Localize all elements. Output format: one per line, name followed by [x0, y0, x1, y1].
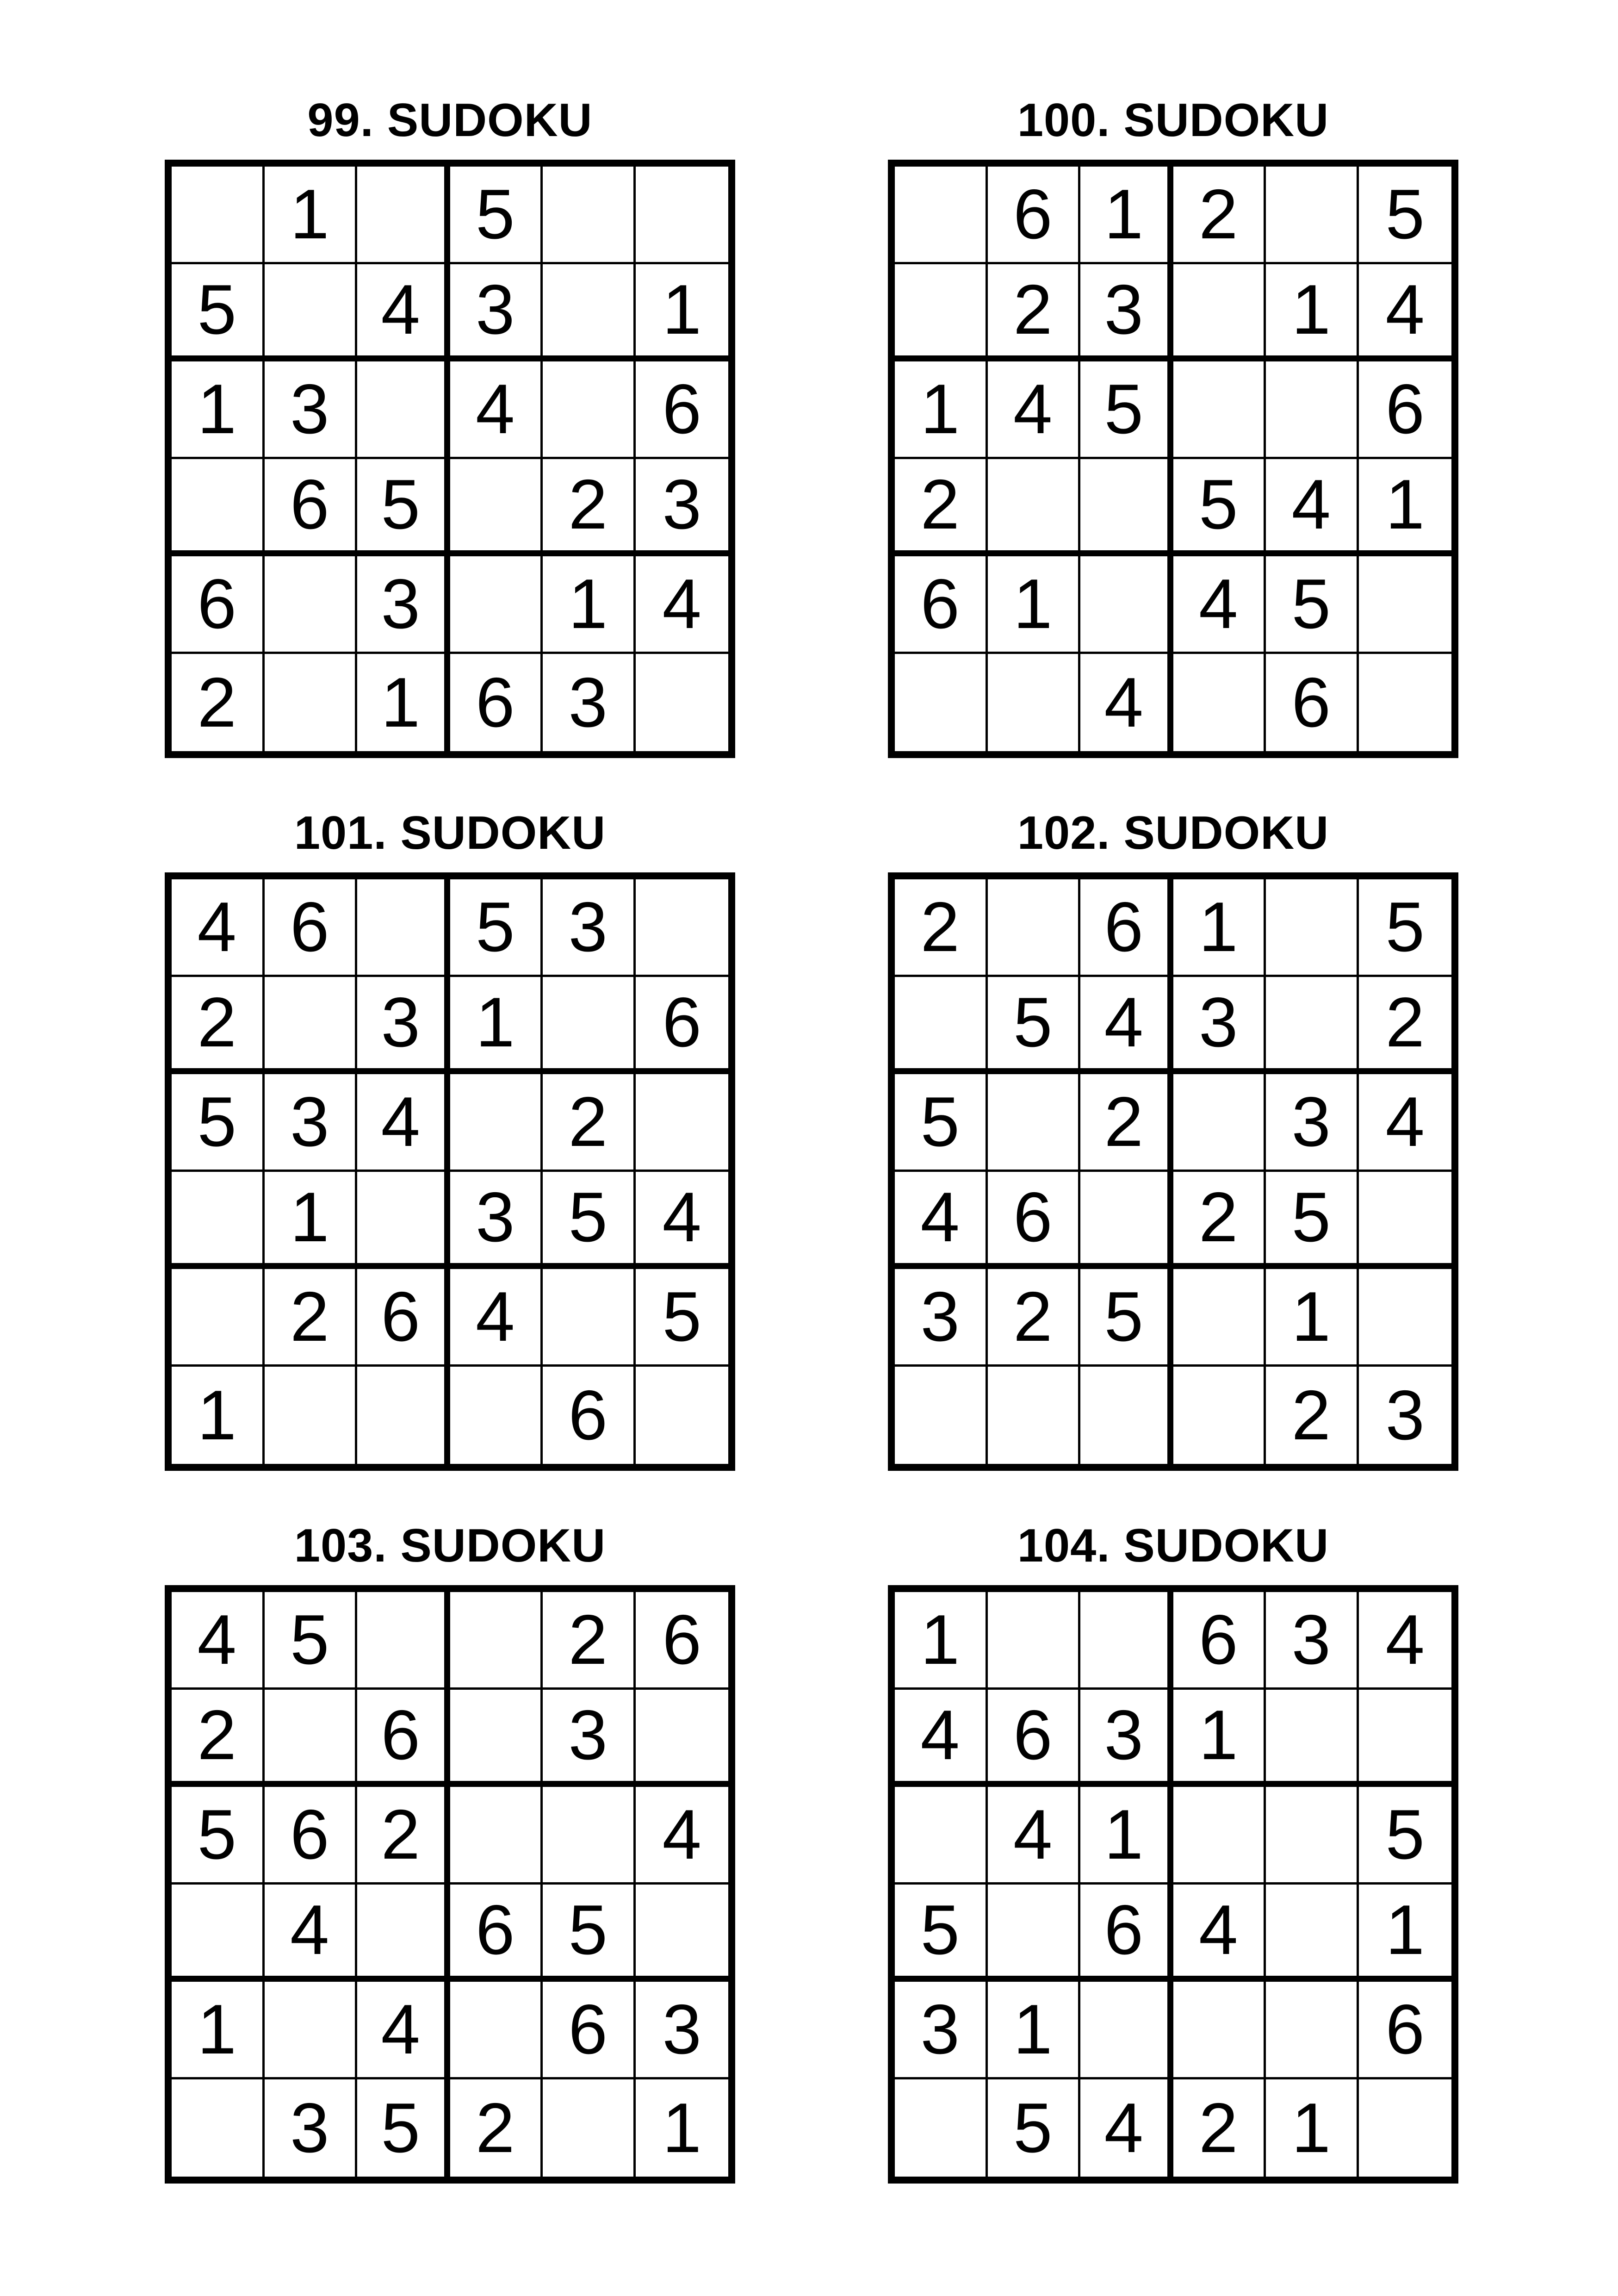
sudoku-cell: 4 [357, 1982, 450, 2079]
sudoku-cell [450, 556, 543, 654]
sudoku-cell [1080, 1367, 1173, 1464]
sudoku-cell: 1 [357, 654, 450, 752]
sudoku-cell: 3 [895, 1982, 988, 2079]
sudoku-cell: 2 [543, 1074, 636, 1172]
sudoku-grid [165, 1585, 735, 2184]
sudoku-cell: 5 [172, 264, 265, 362]
sudoku-cell [172, 167, 265, 264]
sudoku-cell [172, 1885, 265, 1982]
puzzle-title: 104. SUDOKU [1017, 1520, 1329, 1572]
sudoku-cell: 3 [1266, 1592, 1359, 1690]
sudoku-cell [1173, 1787, 1266, 1885]
sudoku-cell [265, 1367, 358, 1464]
sudoku-cell: 6 [988, 1690, 1081, 1787]
sudoku-cell [1359, 654, 1452, 752]
sudoku-cell: 3 [265, 361, 358, 459]
sudoku-cell: 6 [357, 1690, 450, 1787]
sudoku-cell [265, 264, 358, 362]
sudoku-cell: 4 [172, 879, 265, 977]
sudoku-cell: 6 [1080, 879, 1173, 977]
sudoku-cell: 1 [450, 977, 543, 1075]
sudoku-cell [172, 1269, 265, 1367]
sudoku-cell: 2 [172, 977, 265, 1075]
sudoku-cell: 5 [172, 1074, 265, 1172]
sudoku-cell [1080, 1982, 1173, 2079]
sudoku-cell [543, 264, 636, 362]
sudoku-cell: 1 [543, 556, 636, 654]
sudoku-cell: 5 [895, 1074, 988, 1172]
sudoku-cell [450, 1592, 543, 1690]
sudoku-cell: 4 [988, 361, 1081, 459]
sudoku-cell [172, 1172, 265, 1269]
sudoku-cell: 2 [543, 1592, 636, 1690]
sudoku-cell: 6 [543, 1367, 636, 1464]
sudoku-cell: 2 [895, 459, 988, 557]
sudoku-cell: 6 [895, 556, 988, 654]
sudoku-cell [172, 2079, 265, 2177]
sudoku-cell: 4 [1266, 459, 1359, 557]
sudoku-cell: 5 [265, 1592, 358, 1690]
sudoku-cell: 3 [357, 977, 450, 1075]
sudoku-cell: 5 [1359, 1787, 1452, 1885]
sudoku-cell: 2 [172, 654, 265, 752]
puzzle-title: 99. SUDOKU [307, 94, 593, 146]
sudoku-cell: 5 [450, 167, 543, 264]
sudoku-cell: 6 [1266, 654, 1359, 752]
sudoku-cell [1080, 1172, 1173, 1269]
sudoku-cell: 3 [895, 1269, 988, 1367]
sudoku-cell: 3 [1173, 977, 1266, 1075]
sudoku-cell [357, 1172, 450, 1269]
sudoku-cell: 6 [636, 977, 729, 1075]
sudoku-cell: 3 [543, 654, 636, 752]
sudoku-cell [1359, 1172, 1452, 1269]
sudoku-cell: 6 [636, 1592, 729, 1690]
sudoku-cell: 6 [1359, 1982, 1452, 2079]
sudoku-cell: 1 [265, 167, 358, 264]
sudoku-cell: 4 [895, 1690, 988, 1787]
sudoku-grid [888, 872, 1458, 1471]
sudoku-cell [543, 361, 636, 459]
puzzle-title: 102. SUDOKU [1017, 807, 1329, 859]
sudoku-cell: 6 [172, 556, 265, 654]
sudoku-cell [636, 167, 729, 264]
sudoku-cell [543, 1787, 636, 1885]
sudoku-cell [1359, 2079, 1452, 2177]
sudoku-cell [988, 654, 1081, 752]
sudoku-cell: 4 [636, 1172, 729, 1269]
sudoku-cell: 3 [1266, 1074, 1359, 1172]
sudoku-cell: 2 [357, 1787, 450, 1885]
sudoku-cell: 4 [988, 1787, 1081, 1885]
sudoku-cell [1173, 1982, 1266, 2079]
sudoku-cell: 3 [1385, 1375, 1425, 1455]
sudoku-cell [636, 1074, 729, 1172]
sudoku-cell: 4 [1080, 654, 1173, 752]
sudoku-cell [265, 1690, 358, 1787]
sudoku-cell: 6 [1080, 1885, 1173, 1982]
sudoku-cell [1359, 1269, 1452, 1367]
sudoku-cell [265, 654, 358, 752]
sudoku-cell [895, 2079, 988, 2177]
sudoku-cell [543, 1269, 636, 1367]
sudoku-grid [165, 160, 735, 758]
sudoku-cell: 6 [1359, 361, 1452, 459]
sudoku-cell [357, 1885, 450, 1982]
sudoku-cell [1080, 556, 1173, 654]
sudoku-cell: 4 [357, 264, 450, 362]
sudoku-cell [988, 879, 1081, 977]
sudoku-cell: 6 [543, 1982, 636, 2079]
sudoku-cell: 3 [543, 1690, 636, 1787]
sudoku-cell: 5 [450, 879, 543, 977]
sudoku-cell: 4 [895, 1172, 988, 1269]
sudoku-cell: 5 [895, 1885, 988, 1982]
sudoku-cell [1080, 1592, 1173, 1690]
sudoku-cell: 1 [172, 361, 265, 459]
sudoku-cell: 6 [988, 167, 1081, 264]
sudoku-cell [1173, 1367, 1266, 1464]
sudoku-cell: 2 [895, 879, 988, 977]
sudoku-cell [988, 1367, 1081, 1464]
sudoku-cell [988, 1885, 1081, 1982]
sudoku-cell [450, 1787, 543, 1885]
puzzle-title: 101. SUDOKU [294, 807, 606, 859]
sudoku-cell: 4 [1173, 1885, 1266, 1982]
sudoku-cell: 1 [265, 1172, 358, 1269]
sudoku-cell [895, 264, 988, 362]
sudoku-cell [1173, 1074, 1266, 1172]
sudoku-cell [636, 1367, 729, 1464]
sudoku-cell [450, 459, 543, 557]
sudoku-cell [1359, 556, 1452, 654]
sudoku-cell: 1 [895, 361, 988, 459]
sudoku-cell: 4 [1359, 1074, 1452, 1172]
sudoku-cell: 5 [543, 1172, 636, 1269]
puzzle-title: 103. SUDOKU [294, 1520, 606, 1572]
sudoku-cell: 5 [1359, 167, 1452, 264]
sudoku-cell: 2 [172, 1690, 265, 1787]
sudoku-cell: 1 [1266, 2079, 1359, 2177]
sudoku-cell [265, 1982, 358, 2079]
sudoku-cell [988, 1074, 1081, 1172]
sudoku-cell: 1 [1173, 879, 1266, 977]
sudoku-cell: 1 [172, 1367, 265, 1464]
sudoku-cell [1173, 1269, 1266, 1367]
sudoku-cell [1266, 167, 1359, 264]
sudoku-cell: 5 [1359, 879, 1452, 977]
sudoku-cell: 5 [1173, 459, 1266, 557]
sudoku-grid [165, 872, 735, 1471]
sudoku-cell: 1 [636, 264, 729, 362]
sudoku-cell [357, 1367, 450, 1464]
sudoku-cell [450, 1982, 543, 2079]
sudoku-cell [895, 654, 988, 752]
sudoku-cell [988, 459, 1081, 557]
sudoku-cell [1359, 1690, 1452, 1787]
sudoku-cell: 4 [636, 1787, 729, 1885]
sudoku-cell [636, 1690, 729, 1787]
sudoku-cell: 3 [636, 1982, 729, 2079]
sudoku-cell: 3 [1080, 264, 1173, 362]
sudoku-cell: 5 [988, 977, 1081, 1075]
sudoku-cell: 2 [450, 2079, 543, 2177]
sudoku-cell [1266, 361, 1359, 459]
sudoku-cell: 6 [357, 1269, 450, 1367]
sudoku-cell: 5 [1080, 1269, 1173, 1367]
sudoku-cell: 1 [662, 2088, 702, 2167]
sudoku-grid [888, 160, 1458, 758]
sudoku-cell [543, 977, 636, 1075]
sudoku-cell: 4 [1080, 977, 1173, 1075]
sudoku-cell: 4 [1173, 556, 1266, 654]
sudoku-cell [895, 1787, 988, 1885]
sudoku-cell [357, 361, 450, 459]
sudoku-cell: 5 [357, 459, 450, 557]
sudoku-cell [1173, 654, 1266, 752]
sudoku-cell [265, 977, 358, 1075]
sudoku-cell [543, 167, 636, 264]
sudoku-cell [1266, 1690, 1359, 1787]
sudoku-cell: 5 [1266, 1172, 1359, 1269]
sudoku-cell: 2 [1359, 977, 1452, 1075]
sudoku-cell: 6 [1173, 1592, 1266, 1690]
sudoku-cell [1266, 1885, 1359, 1982]
sudoku-cell: 3 [265, 1074, 358, 1172]
sudoku-grid [888, 1585, 1458, 2184]
sudoku-cell: 6 [265, 1787, 358, 1885]
sudoku-cell: 5 [636, 1269, 729, 1367]
sudoku-cell [1266, 977, 1359, 1075]
sudoku-cell: 6 [265, 879, 358, 977]
sudoku-cell: 5 [357, 2079, 450, 2177]
sudoku-cell: 2 [1173, 2079, 1266, 2177]
sudoku-cell: 2 [1080, 1074, 1173, 1172]
sudoku-cell: 2 [988, 1269, 1081, 1367]
sudoku-cell: 2 [543, 459, 636, 557]
sudoku-cell: 3 [357, 556, 450, 654]
sudoku-cell [895, 167, 988, 264]
sudoku-cell [357, 167, 450, 264]
sudoku-cell: 1 [1359, 1885, 1452, 1982]
sudoku-cell: 2 [988, 264, 1081, 362]
sudoku-cell: 3 [450, 264, 543, 362]
sudoku-cell: 3 [1080, 1690, 1173, 1787]
sudoku-cell [1266, 1787, 1359, 1885]
sudoku-cell: 3 [265, 2079, 358, 2177]
sudoku-cell: 6 [450, 1885, 543, 1982]
sudoku-cell [265, 556, 358, 654]
sudoku-cell: 4 [357, 1074, 450, 1172]
sudoku-cell: 1 [172, 1982, 265, 2079]
sudoku-cell: 1 [1266, 1269, 1359, 1367]
sudoku-cell [1266, 1982, 1359, 2079]
sudoku-cell: 1 [1173, 1690, 1266, 1787]
sudoku-cell [1266, 879, 1359, 977]
sudoku-cell: 6 [988, 1172, 1081, 1269]
sudoku-cell: 4 [450, 361, 543, 459]
sudoku-cell [172, 459, 265, 557]
sudoku-cell: 4 [1080, 2079, 1173, 2177]
sudoku-cell [357, 879, 450, 977]
sudoku-cell: 1 [1359, 459, 1452, 557]
sudoku-cell: 6 [636, 361, 729, 459]
sudoku-cell [636, 1885, 729, 1982]
sudoku-cell: 1 [1266, 264, 1359, 362]
sudoku-cell [1173, 361, 1266, 459]
sudoku-cell: 1 [1080, 1787, 1173, 1885]
sudoku-cell: 1 [895, 1592, 988, 1690]
sudoku-cell [450, 1074, 543, 1172]
sudoku-cell: 4 [636, 556, 729, 654]
sudoku-cell [1080, 459, 1173, 557]
sudoku-cell: 6 [450, 654, 543, 752]
puzzle-title: 100. SUDOKU [1017, 94, 1329, 146]
sudoku-cell: 1 [988, 1982, 1081, 2079]
sudoku-cell [450, 1367, 543, 1464]
sudoku-cell: 4 [1359, 264, 1452, 362]
sudoku-cell [636, 654, 729, 752]
sudoku-cell: 2 [1173, 167, 1266, 264]
sudoku-cell: 3 [450, 1172, 543, 1269]
sudoku-cell: 5 [988, 2079, 1081, 2177]
sudoku-cell: 4 [265, 1885, 358, 1982]
sudoku-cell: 5 [543, 1885, 636, 1982]
sudoku-cell: 3 [543, 879, 636, 977]
sudoku-cell [895, 977, 988, 1075]
sudoku-cell: 1 [988, 556, 1081, 654]
sudoku-cell: 4 [172, 1592, 265, 1690]
sudoku-cell: 2 [1266, 1367, 1359, 1464]
sudoku-cell: 2 [265, 1269, 358, 1367]
sudoku-cell: 1 [1080, 167, 1173, 264]
sudoku-cell: 2 [1173, 1172, 1266, 1269]
sudoku-cell [450, 1690, 543, 1787]
sudoku-cell: 5 [1266, 556, 1359, 654]
sudoku-cell [1173, 264, 1266, 362]
sudoku-cell: 6 [265, 459, 358, 557]
sudoku-cell: 4 [450, 1269, 543, 1367]
sudoku-cell [357, 1592, 450, 1690]
sudoku-cell: 5 [172, 1787, 265, 1885]
sudoku-cell [988, 1592, 1081, 1690]
sudoku-cell: 5 [1080, 361, 1173, 459]
sudoku-cell: 4 [1359, 1592, 1452, 1690]
sudoku-cell [543, 2079, 636, 2177]
sudoku-cell [895, 1367, 988, 1464]
sudoku-cell [636, 879, 729, 977]
sudoku-cell: 3 [636, 459, 729, 557]
